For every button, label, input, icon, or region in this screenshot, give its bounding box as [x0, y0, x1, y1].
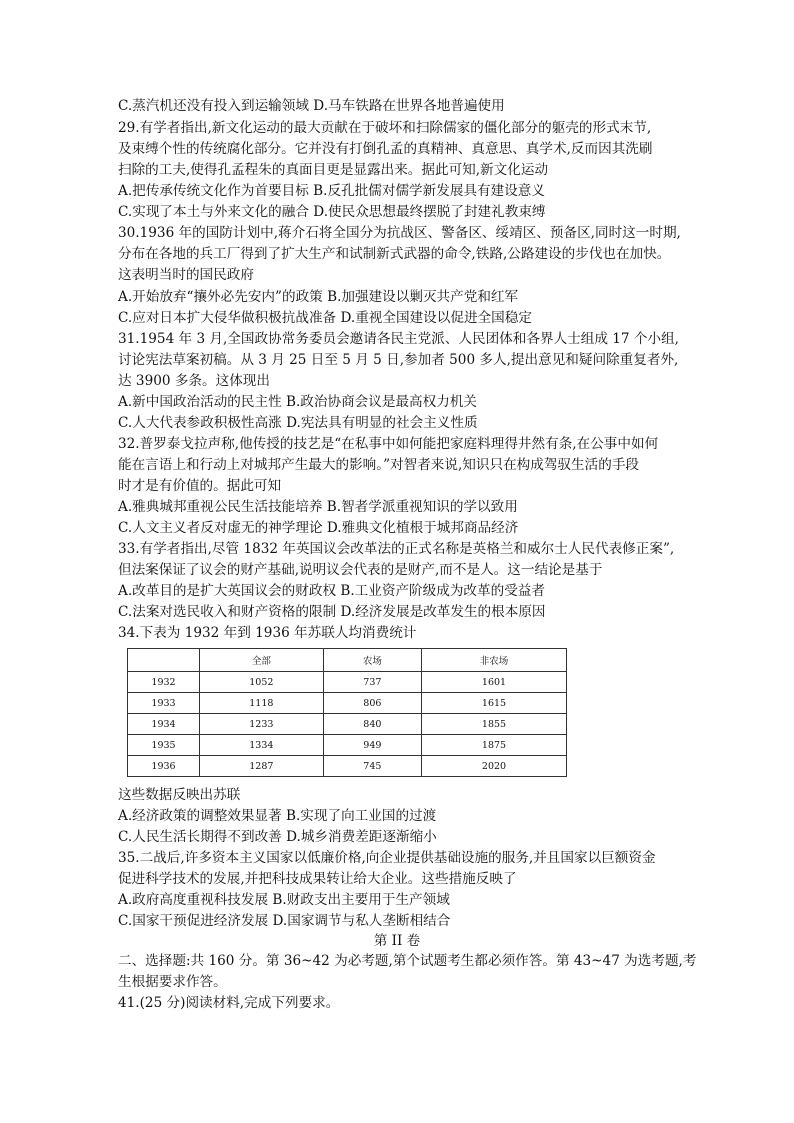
text-line: 能在言语上和行动上对城邦产生最大的影响。”对智者来说,知识只在构成驾驭生活的手段: [118, 457, 640, 473]
question-30-stem: 30.1936 年的国防计划中,蒋介石将全国分为抗战区、警备区、绥靖区、预备区,同时这一时期,: [118, 225, 681, 241]
table-cell: 1932: [128, 672, 200, 693]
table-cell: 806: [323, 693, 421, 714]
text-line: 分布在各地的兵工厂得到了扩大生产和试制新式武器的命令,铁路,公路建设的步伐也在加快。: [118, 246, 671, 262]
table-row: [128, 714, 567, 735]
section-title: 第 II 卷: [373, 933, 421, 949]
table-cell: 1233: [200, 714, 324, 735]
question-34-stem: 34.下表为 1932 年到 1936 年苏联人均消费统计: [118, 625, 417, 641]
answer-options: C.应对日本扩大侵华做积极抗战准备 D.重视全国建设以促进全国稳定: [118, 310, 532, 326]
answer-options: A.雅典城邦重视公民生活技能培养 B.智者学派重视知识的学以致用: [118, 499, 518, 515]
question-31-stem: 31.1954 年 3 月,全国政协常务委员会邀请各民主党派、人民团体和各界人士组成 17 个小组,: [118, 331, 679, 347]
text-line: 但法案保证了议会的财产基础,说明议会代表的是财产,而不是人。这一结论是基于: [118, 562, 603, 578]
table-cell: 1875: [422, 735, 567, 756]
table-cell: 1855: [422, 714, 567, 735]
text-line: 及束缚个性的传统腐化部分。它并没有打倒孔孟的真精神、真意思、真学术,反而因其洗刷: [118, 141, 653, 157]
answer-options: C.国家干预促进经济发展 D.国家调节与私人垄断相结合: [118, 913, 451, 929]
table-header-cell: [128, 649, 200, 672]
table-cell: 1936: [128, 756, 200, 777]
answer-options: C.人文主义者反对虚无的神学理论 D.雅典文化植根于城邦商品经济: [118, 520, 519, 536]
table-row: [128, 693, 567, 714]
question-32-stem: 32.普罗泰戈拉声称,他传授的技艺是“在私事中如何能把家庭料理得井然有条,在公事中如何: [118, 436, 659, 452]
text-line: 促进科学技术的发展,并把科技成果转让给大企业。这些措施反映了: [118, 871, 517, 887]
table-cell: 2020: [422, 756, 567, 777]
text-line: 时才是有价值的。据此可知: [118, 478, 282, 494]
question-41-stem: 41.(25 分)阅读材料,完成下列要求。: [118, 995, 340, 1011]
table-header-cell: 非农场: [422, 649, 567, 672]
table-row: [128, 735, 567, 756]
table-cell: 1935: [128, 735, 200, 756]
answer-options: A.开始放弃“攘外必先安内”的政策 B.加强建设以剿灭共产党和红军: [118, 289, 519, 305]
table-cell: 1118: [200, 693, 324, 714]
table-cell: 745: [323, 756, 421, 777]
answer-options: C.实现了本土与外来文化的融合 D.使民众思想最终摆脱了封建礼教束缚: [118, 204, 546, 220]
answer-options: A.改革目的是扩大英国议会的财政权 B.工业资产阶级成为改革的受益者: [118, 583, 545, 599]
question-29-stem: 29.有学者指出,新文化运动的最大贡献在于破坏和扫除儒家的僵化部分的躯壳的形式末节,: [118, 120, 652, 136]
table-row: [128, 756, 567, 777]
table-cell: 1615: [422, 693, 567, 714]
text-line: 讨论宪法草案初稿。从 3 月 25 日至 5 月 5 日,参加者 500 多人,提出意见和疑问除重复者外,: [118, 352, 679, 368]
answer-options: C.人大代表参政积极性高涨 D.宪法具有明显的社会主义性质: [118, 415, 478, 431]
answer-options: A.政府高度重视科技发展 B.财政支出主要用于生产领域: [118, 892, 450, 908]
table-header-cell: 农场: [323, 649, 421, 672]
text-line: C.蒸汽机还没有投入到运输领域 D.马车铁路在世界各地普遍使用: [118, 98, 505, 114]
text-line: 这表明当时的国民政府: [118, 267, 254, 283]
table-cell: 1934: [128, 714, 200, 735]
answer-options: C.法案对选民收入和财产资格的限制 D.经济发展是改革发生的根本原因: [118, 604, 546, 620]
table-cell: 949: [323, 735, 421, 756]
table-cell: 1933: [128, 693, 200, 714]
text-line: 生根据要求作答。: [118, 974, 227, 990]
text-line: 扫除的工夫,使得孔孟程朱的真面目更是显露出来。据此可知,新文化运动: [118, 162, 549, 178]
answer-options: A.新中国政治活动的民主性 B.政治协商会议是最高权力机关: [118, 394, 478, 410]
table-cell: 840: [323, 714, 421, 735]
answer-options: A.经济政策的调整效果显著 B.实现了向工业国的过渡: [118, 808, 437, 824]
table-header-cell: 全部: [200, 649, 324, 672]
table-cell: 737: [323, 672, 421, 693]
answer-options: A.把传承传统文化作为首要目标 B.反孔批儒对儒学新发展具有建设意义: [118, 183, 545, 199]
table-cell: 1334: [200, 735, 324, 756]
answer-options: C.人民生活长期得不到改善 D.城乡消费差距逐渐缩小: [118, 829, 437, 845]
question-33-stem: 33.有学者指出,尽管 1832 年英国议会改革法的正式名称是英格兰和威尔士人民代表修正案”,: [118, 541, 675, 557]
table-cell: 1052: [200, 672, 324, 693]
text-line: 这些数据反映出苏联: [118, 787, 241, 803]
table-cell: 1601: [422, 672, 567, 693]
text-line: 达 3900 多条。这体现出: [118, 373, 270, 389]
table-row: [128, 672, 567, 693]
table-header-row: [128, 649, 567, 672]
table-cell: 1287: [200, 756, 324, 777]
section-instructions: 二、选择题:共 160 分。第 36~42 为必考题,第个试题考生都必须作答。第 43~47 为选考题,考: [118, 953, 697, 969]
consumption-table: [127, 648, 567, 777]
question-35-stem: 35.二战后,许多资本主义国家以低廉价格,向企业提供基础设施的服务,并且国家以巨额资金: [118, 850, 656, 866]
